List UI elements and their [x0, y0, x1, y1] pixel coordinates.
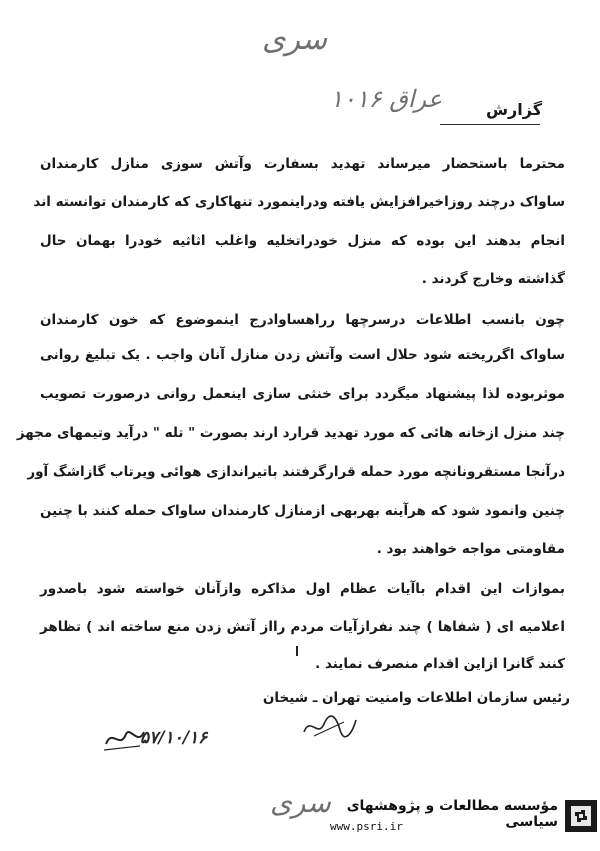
watermark-url: www.psri.ir: [330, 820, 403, 833]
body-line: اعلامیه ای ( شفاها ) چند نفرازآیات مردم رااز آتش زدن منع ساخته اند ) تظاهر: [40, 619, 565, 635]
signature-scribble: [300, 712, 360, 740]
body-line: کنند گانرا ازاین اقدام منصرف نمایند .: [315, 656, 565, 672]
body-line: گذاشته وخارج گردند .: [421, 271, 565, 287]
institute-logo-icon: [565, 800, 597, 832]
handwritten-mark: [296, 646, 298, 656]
body-line: موثربوده لذا پیشنهاد میگردد برای خنثی سازی اینعمل روانی درصورت تصویب: [40, 386, 565, 402]
body-line: محترما باستحضار میرساند تهدید بسفارت وآتش سوزی منازل کارمندان: [40, 156, 565, 172]
stamp-top: سری: [262, 22, 328, 57]
signature-title: رئیس سازمان اطلاعات وامنیت تهران ـ شیخان: [262, 690, 570, 706]
body-line: چنین وانمود شود که هرآینه بهربهی ازمنازل کارمندان ساواک حمله کنند با چنین: [40, 503, 565, 519]
body-line: بموازات این اقدام باآیات عظام اول مذاکره وازآنان خواسته شود باصدور: [40, 581, 565, 597]
stamp-bottom: سری: [270, 786, 331, 819]
body-line: ساواک درچند روزاخیرافزایش یافته ودراینمورد تنهاکاری که کارمندان توانسته اند: [33, 194, 565, 210]
body-line: چون بانسب اطلاعات درسرچها رراهساوادرج اینموضوع که خون کارمندان: [40, 312, 565, 328]
body-line: انجام بدهند این بوده که منزل خودراتخلیه واغلب اثاثیه خودرا بهمان حال: [40, 233, 565, 249]
title-underline: [440, 124, 540, 125]
body-line: ساواک اگرریخته شود حلال است وآتش زدن منازل آنان واجب . یک تبلیغ روانی: [40, 347, 565, 363]
body-line: مقاومتی مواجه خواهند بود .: [376, 541, 565, 557]
handwritten-date: ۵۷/۱۰/۱۶: [140, 728, 208, 748]
watermark-brand-name: مؤسسه مطالعات و پژوهشهای سیاسی: [346, 798, 558, 830]
reference-number: ۱۰۱۶ عراق: [330, 85, 443, 113]
document-title: گزارش: [485, 100, 542, 119]
body-line: چند منزل ازخانه هائی که مورد تهدید قرارد ارند بصورت " تله " درآید وتیمهای مجهز: [16, 425, 565, 441]
body-line: درآنجا مستقرونانچه مورد حمله قرارگرفتند باتیراندازی هوائی ویرتاب گازاشگ آور: [27, 464, 565, 480]
